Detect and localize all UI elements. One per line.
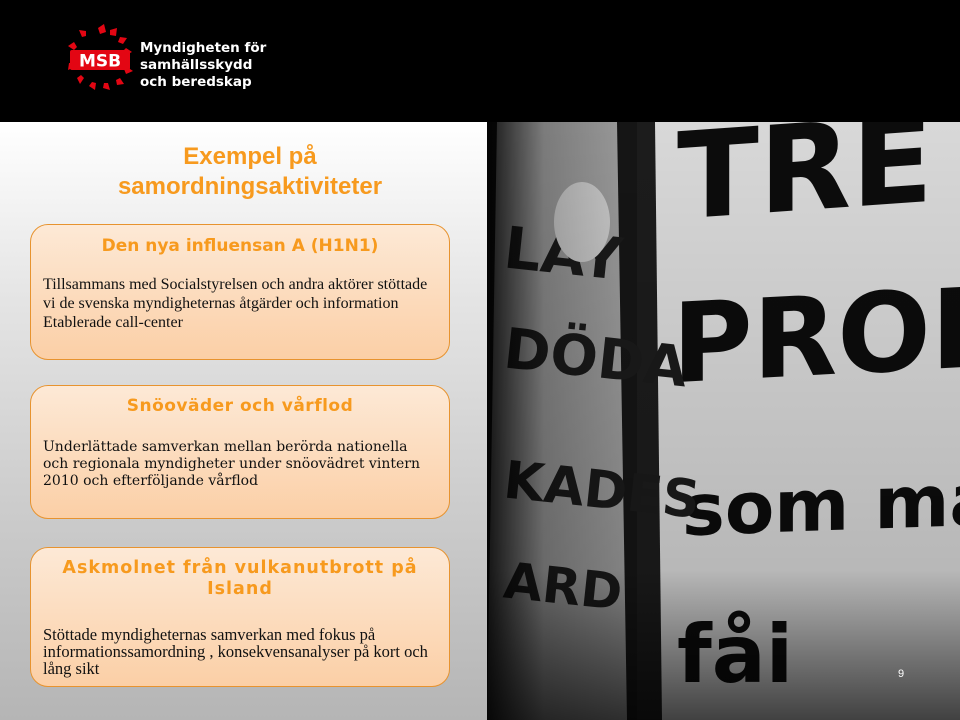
- org-name-line: Myndigheten för: [140, 40, 267, 56]
- activity-box: [30, 385, 450, 519]
- org-name: [140, 40, 266, 91]
- box-body: Tillsammans med Socialstyrelsen och andra aktörer stöttade vi de svenska myndigheternas åtgärder och information Etablerade call-center: [43, 276, 428, 331]
- page-number: 9: [897, 668, 905, 680]
- activity-box: [30, 547, 450, 687]
- box-heading: Askmolnet från vulkanutbrott på Island: [62, 558, 418, 599]
- box-body: Underlättade samverkan mellan berörda nationella och regionala myndigheter under snöovädret vintern 2010 och efterföljande vårflod: [43, 439, 420, 489]
- box-heading: Snöoväder och vårflod: [126, 396, 354, 416]
- org-name-line: samhällsskydd: [140, 57, 253, 73]
- org-name-line: och beredskap: [140, 74, 252, 90]
- newspaper-photo: [487, 122, 960, 720]
- slide-title: Exempel på samordningsaktiviteter: [117, 143, 383, 200]
- box-heading: Den nya influensan A (H1N1): [101, 236, 379, 256]
- activity-box: [30, 224, 450, 360]
- box-body: Stöttade myndigheternas samverkan med fokus på informationssamordning , konsekvensanalyser på kort och lång sikt: [43, 625, 428, 678]
- msb-logo-icon: [60, 20, 140, 100]
- slide: [0, 122, 960, 720]
- logo-acronym: MSB: [78, 51, 122, 72]
- header-bar: [0, 0, 960, 122]
